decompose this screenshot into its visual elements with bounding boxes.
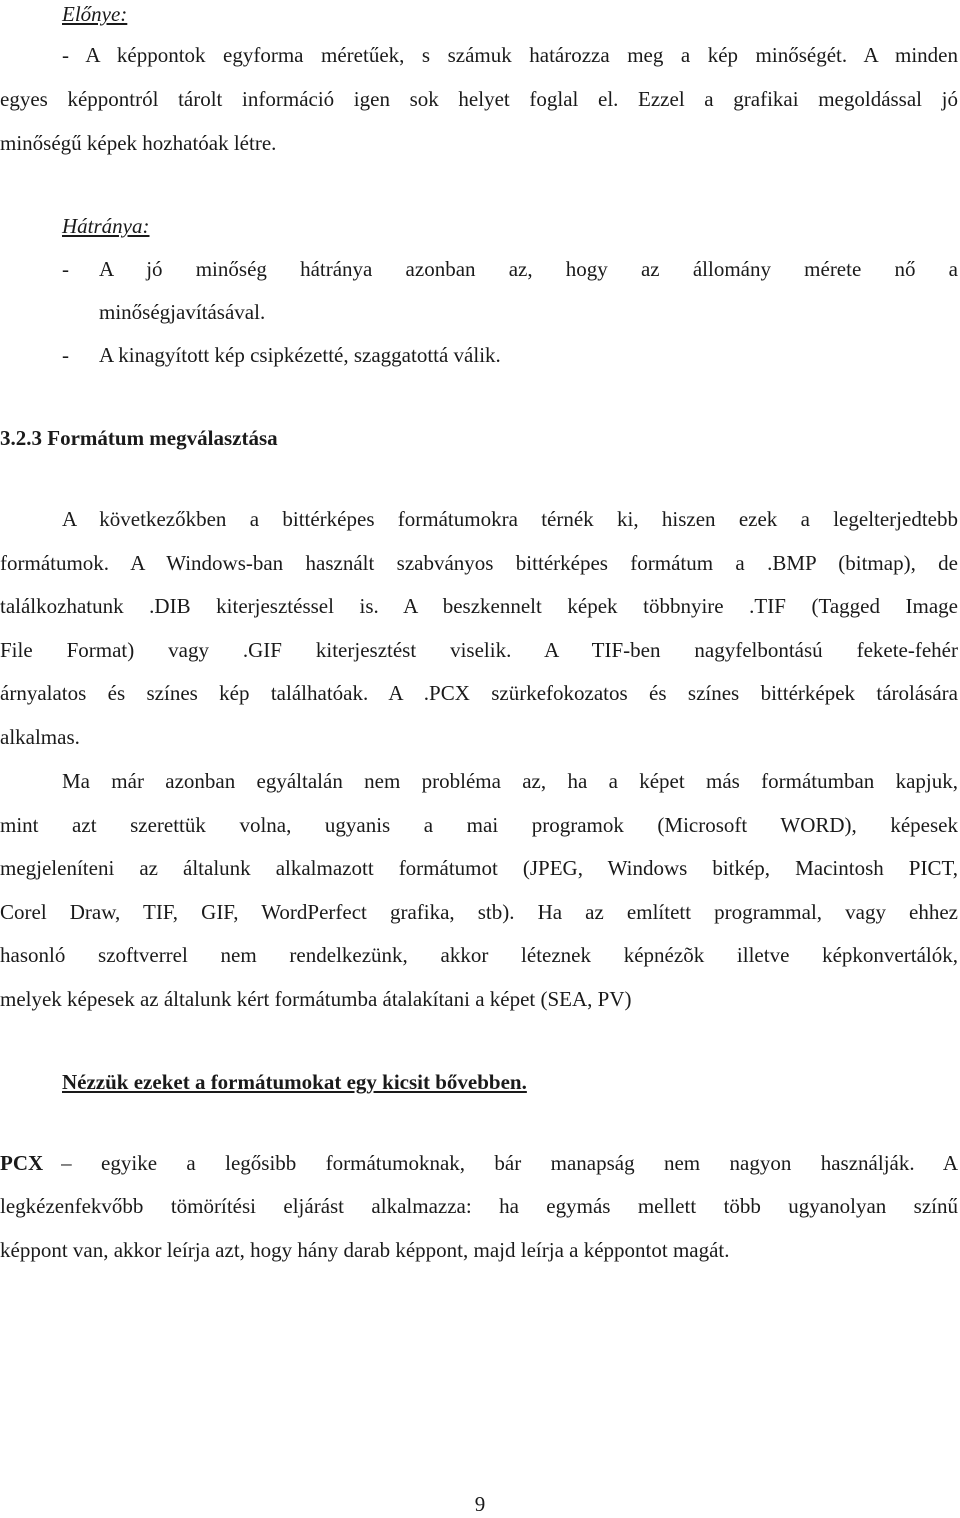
disadvantages-item-1-line-2: minőségjavításával. bbox=[99, 300, 266, 324]
disadvantages-item-2-line-1: A kinagyított kép csipkézetté, szaggatottá válik. bbox=[99, 343, 501, 367]
paragraph2-line-1: Ma már azonban egyáltalán nem probléma az, ha a képet más formátumban kapjuk, bbox=[62, 769, 958, 793]
pcx-line-1-rest: – egyike a legősibb formátumoknak, bár manapság nem nagyon használják. A bbox=[61, 1151, 958, 1175]
paragraph1-line-1: A következőkben a bittérképes formátumokra térnék ki, hiszen ezek a legelterjedtebb bbox=[62, 507, 958, 531]
paragraph1-line-4: File Format) vagy .GIF kiterjesztést viselik. A TIF-ben nagyfelbontású fekete-fehér bbox=[0, 638, 958, 662]
paragraph1-line-5: árnyalatos és színes kép találhatóak. A .PCX szürkefokozatos és színes bittérképek tárolására bbox=[0, 681, 958, 705]
paragraph2-line-3: megjeleníteni az általunk alkalmazott formátumot (JPEG, Windows bitkép, Macintosh PICT, bbox=[0, 856, 958, 880]
paragraph2-line-4: Corel Draw, TIF, GIF, WordPerfect grafika, stb). Ha az említett programmal, vagy ehhez bbox=[0, 900, 958, 924]
paragraph1-line-3: találkozhatunk .DIB kiterjesztéssel is. A beszkennelt képek többnyire .TIF (Tagged Image bbox=[0, 594, 958, 618]
pcx-term: PCX bbox=[0, 1151, 44, 1175]
paragraph1-line-2: formátumok. A Windows-ban használt szabványos bittérképes formátum a .BMP (bitmap), de bbox=[0, 551, 958, 575]
subheading: Nézzük ezeket a formátumokat egy kicsit bővebben. bbox=[62, 1070, 527, 1094]
advantages-line-1: - A képpontok egyforma méretűek, s számuk határozza meg a kép minőségét. A minden bbox=[62, 43, 958, 67]
pcx-line-1 bbox=[0, 1149, 958, 1177]
paragraph2-line-2: mint azt szerettük volna, ugyanis a mai programok (Microsoft WORD), képesek bbox=[0, 813, 958, 837]
paragraph1-line-6: alkalmas. bbox=[0, 725, 80, 749]
advantages-line-2: egyes képpontról tárolt információ igen sok helyet foglal el. Ezzel a grafikai megoldással jó bbox=[0, 87, 958, 111]
advantages-heading: Előnye: bbox=[62, 2, 128, 26]
advantages-line-3: minőségű képek hozhatóak létre. bbox=[0, 131, 277, 155]
disadvantages-item-1-line-1: A jó minőség hátránya azonban az, hogy az állomány mérete nő a bbox=[99, 257, 958, 281]
paragraph2-line-6: melyek képesek az általunk kért formátumba átalakítani a képet (SEA, PV) bbox=[0, 987, 632, 1011]
section-title: 3.2.3 Formátum megválasztása bbox=[0, 426, 278, 450]
paragraph2-line-5: hasonló szoftverrel nem rendelkezünk, akkor léteznek képnézõk illetve képkonvertálók, bbox=[0, 943, 958, 967]
disadvantages-dash-2: - bbox=[62, 343, 69, 367]
disadvantages-dash-1: - bbox=[62, 257, 69, 281]
disadvantages-heading: Hátránya: bbox=[62, 214, 150, 238]
pcx-line-3: képpont van, akkor leírja azt, hogy hány darab képpont, majd leírja a képpontot magát. bbox=[0, 1238, 730, 1262]
page-number: 9 bbox=[474, 1492, 486, 1516]
pcx-line-2: legkézenfekvőbb tömörítési eljárást alkalmazza: ha egymás mellett több ugyanolyan színű bbox=[0, 1194, 958, 1218]
